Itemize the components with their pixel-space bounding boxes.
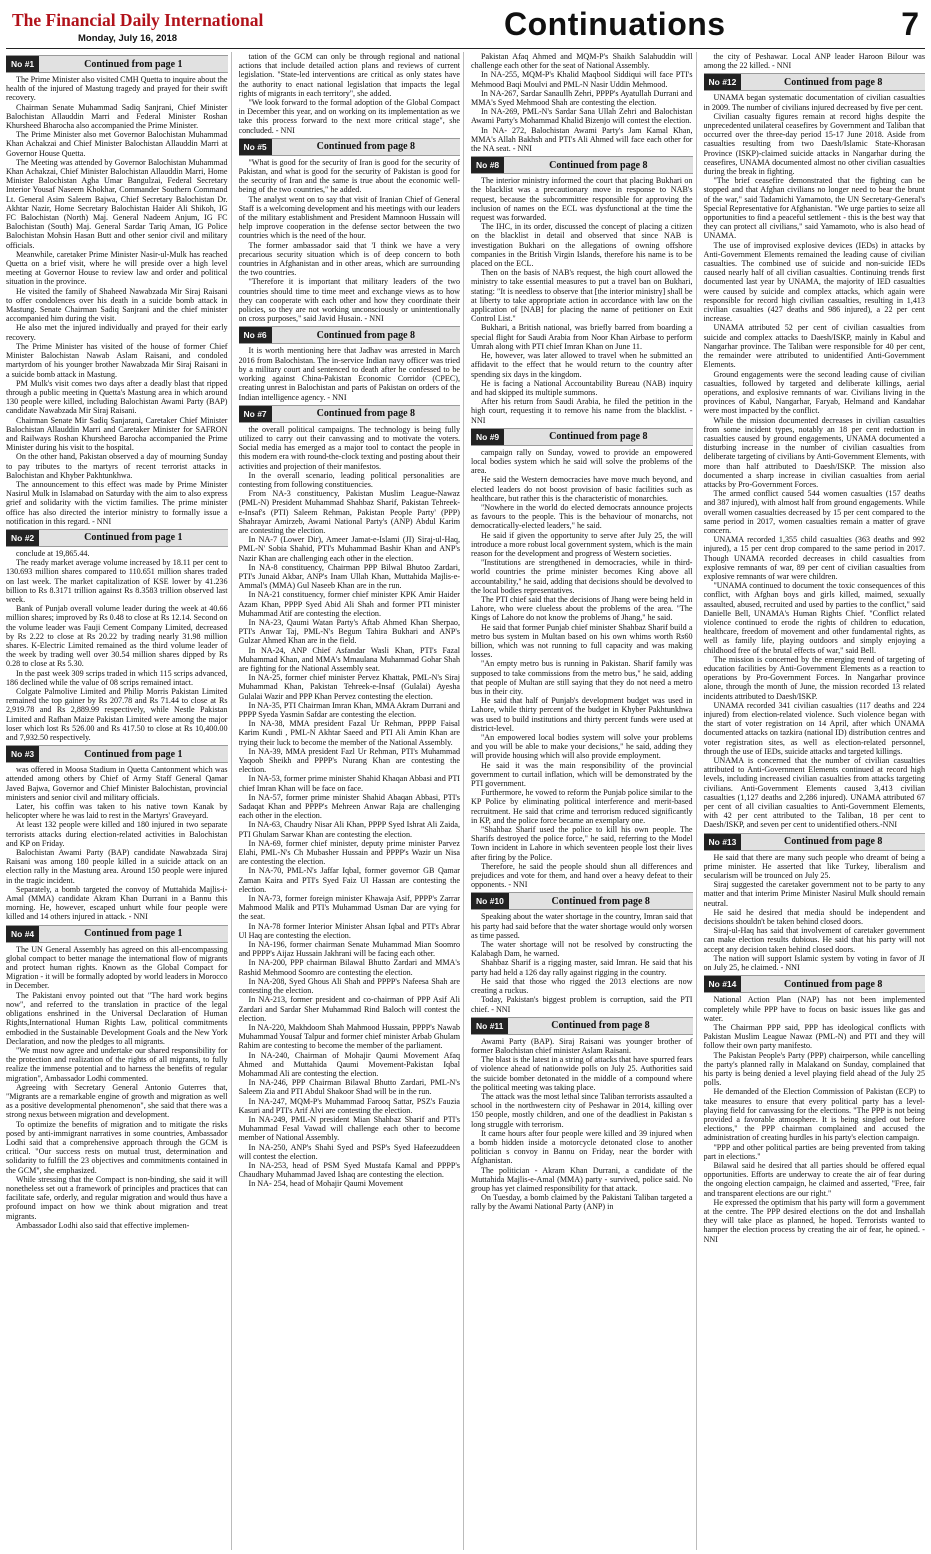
paragraph: The armed conflict caused 544 women casualties (157 deaths and 387 injured), with almost half from ground engagements. While overall women casualties decreased by 15 per cent compared to the same period in 2017, women casualties remain a matter of grave concern. bbox=[703, 489, 925, 535]
paragraph: Agreeing with Secretary General Antonio Guterres that, "Migrants are a remarkable engine of growth and migration as well as a positive developmental phenomenon", she said that there was a strong nexus between migration and development. bbox=[6, 1082, 228, 1120]
paragraph: While the mission documented decreases in civilian casualties from some incident types, notably an 18 per cent reduction in casualties caused by ground engagements, UNAMA documented a disturbing increase in the number of civilian casualties from deliberate targeting of civilians by Anti-Government Elements, with more than half attributed to Daesh/ISKP. The mission also documented a sharp increase in civilian casualties from aerial attacks by Pro-Government Forces. bbox=[703, 415, 925, 489]
story bbox=[704, 52, 926, 70]
continuation-header bbox=[471, 1017, 693, 1035]
paragraph: He, however, was later allowed to travel when he submitted an affidavit to the effect that he would return to the country after spending six days in the kingdom. bbox=[471, 351, 693, 379]
paragraph: The Pakistan People's Party (PPP) chairperson, while cancelling the party's planned rally in Malakand on Sunday, complained that his party is being denied a level playing field ahead of the July 25 polls. bbox=[703, 1050, 925, 1088]
paragraph: Meanwhile, caretaker Prime Minister Nasir-ul-Mulk has reached Quetta on a brief visit, where he will preside over a high level meeting at Governor House to review law and order and political situation in the province. bbox=[6, 249, 228, 287]
continued-from-label: Continued from page 8 bbox=[549, 431, 648, 443]
paragraph: "Therefore it is important that military leaders of the two countries should time to time meet and exchange views as to how they can cooperate with each other and how they coordinate their policies, so they are not working unconsciously or unintentionally on cross purposes," said Javid Husain. - NNI bbox=[238, 277, 460, 324]
continuation-header bbox=[239, 326, 461, 344]
paragraph: In NA-53, former prime minister Shahid Khaqan Abbasi and PTI chief Imran Khan will be face on face. bbox=[238, 774, 460, 793]
story-body bbox=[704, 52, 926, 70]
continued-from-label: Continued from page 8 bbox=[551, 1020, 650, 1032]
continued-from-label: Continued from page 1 bbox=[84, 748, 183, 760]
paragraph: tation of the GCM can only be through regional and national actions that include detailed action plans and reviews of current legislation. "State-led interventions are critical as only states have the authority to enact national legislation that impacts the legal rights of migrants in each territory", she added. bbox=[238, 52, 460, 98]
paragraph: Ground engagements were the second leading cause of civilian casualties, followed by targeted and deliberate killings, aerial operations, and explosive remnants of war. Civilians living in the provinces of Kabul, Nangarhar, Faryab, Helmand and Kandahar were most impacted by the conflict. bbox=[703, 369, 925, 416]
section-title: Continuations bbox=[504, 6, 726, 42]
paragraph: It is worth mentioning here that Jadhav was arrested in March 2016 from Balochistan. The in-service Indian navy officer was tried by a military court and sentenced to death after he confessed to be working against China-Pakistan Economic Corridor (CPEC), creating unrest in Balochistan and parts of Pakistan on orders of the Indian intelligence agency. - NNI bbox=[238, 346, 460, 402]
paragraph: In the past week 309 scrips traded in which 115 scrips advanced, 186 declined while the value of 08 scrips remained intact. bbox=[6, 668, 228, 687]
issue-date: Monday, July 16, 2018 bbox=[78, 33, 178, 44]
story-body bbox=[471, 52, 693, 153]
story-body bbox=[704, 93, 926, 829]
story bbox=[6, 55, 228, 526]
paragraph: He visited the family of Shaheed Nawabzada Mir Siraj Raisani to offer condolences over his death in a suicide bomb attack in Mastung. Senate Chairman Sadiq Sanjrani and the chief minister accompanied him during the visit. bbox=[6, 286, 228, 324]
column-1 bbox=[6, 52, 232, 1550]
story-body bbox=[471, 448, 693, 890]
story-body bbox=[471, 176, 693, 424]
continued-from-label: Continued from page 8 bbox=[551, 895, 650, 907]
story bbox=[704, 975, 926, 1243]
story-number-tag: No #4 bbox=[6, 926, 39, 942]
paragraph: In NA-213, former president and co-chairman of PPP Asif Ali Zardari and Sardar Sher Muhammad Rind Baloch will contest the election. bbox=[238, 995, 460, 1023]
paragraph: In NA-63, Chaudry Nisar Ali Khan, PPPP Syed Ishrat Ali Zaida, PTI Ghulam Sarwar Khan are contesting the election. bbox=[238, 820, 460, 839]
paragraph: He said the Western democracies have move much beyond, and elected leaders do not boost provision of basic facilities such as healthcare, but rather this is the characteristic of monarchies. bbox=[471, 475, 693, 503]
story bbox=[471, 428, 693, 890]
paragraph: The politician - Akram Khan Durrani, a candidate of the Muttahida Majlis-e-Amal (MMA) party - survived, police said. No group has yet claimed responsibility for that attack. bbox=[471, 1165, 693, 1193]
story-number-tag: No #10 bbox=[471, 893, 509, 909]
paragraph: "Institutions are strengthened in democracies, while in third-world countries the prime minister becomes King above all accountability," he said, adding that decisions should be devolved to the local bodies representatives. bbox=[471, 558, 693, 595]
paragraph: Chairman Senate Muhammad Sadiq Sanjrani, Chief Minister Balochistan Allauddin Marri and Federal Minister Roshan Khursheed Bharocha also accompanied the Prime Minister. bbox=[6, 102, 228, 131]
story bbox=[471, 1017, 693, 1212]
paragraph: The analyst went on to say that visit of Iranian Chief of General Staff is a welcoming development and his meetings with our leaders of the military establishment and President Mamnoon Hussain will help improve cooperation in the defense sector between the two countries which is the need of the hour. bbox=[238, 194, 460, 241]
paragraph: The IHC, in its order, discussed the concept of placing a citizen on the blacklist in detail and observed that since NAB is investigation Bukhari on the allegations of owning offshore companies in the British Virgin Islands, therefore his name is to be placed on the ECL. bbox=[471, 222, 693, 269]
story-body bbox=[239, 425, 461, 1189]
story-number-tag: No #5 bbox=[239, 139, 272, 155]
paragraph: The interior ministry informed the court that placing Bukhari on the blacklist was a precautionary move in response to NAB's request, because the subcommittee responsible for approving the inclusion of names on the ECL was dysfunctional at the time the request was forwarded. bbox=[471, 176, 693, 223]
paragraph: In NA- 254, head of Mohajir Qaumi Movement bbox=[248, 1179, 404, 1189]
paragraph: "An empty metro bus is running in Pakistan. Sharif family was supposed to take commissions from the metro bus," he said, adding that people of Multan are still saying that they do not need a metro bus in their city. bbox=[471, 659, 693, 696]
paragraph: The Pakistani envoy pointed out that "The hard work begins now", and referred to the translation in practice of the legal obligations enshrined in the Universal Declaration of Human Rights,International Human Rights Law, political commitments embodied in the Sustainable Development Goals and the New York Declaration, and now the pledges to all migrants. bbox=[6, 990, 228, 1046]
story-number-tag: No #2 bbox=[6, 530, 39, 546]
story-body bbox=[6, 945, 228, 1230]
paragraph: The blast is the latest in a string of attacks that have spurred fears of violence ahead of nationwide polls on July 25. Authorities said the suicide bomber detonated in the middle of a compound where the political meeting was taking place. bbox=[471, 1055, 693, 1092]
story-number-tag: No #14 bbox=[704, 976, 742, 992]
paragraph: In the overall scenario, leading political personalities are contesting from following constituencies. bbox=[238, 470, 460, 489]
continuation-header bbox=[6, 55, 228, 73]
paragraph: the city of Peshawar. Local ANP leader Haroon Bilour was among the 22 killed. - NNI bbox=[703, 52, 925, 71]
continued-from-label: Continued from page 8 bbox=[549, 159, 648, 171]
continuation-header bbox=[471, 428, 693, 446]
continuation-header bbox=[239, 405, 461, 423]
paragraph: In NA-250, ANP's Shahi Syed and PSP's Syed Hafeezuddeen will contest the election. bbox=[238, 1142, 460, 1161]
continuation-header bbox=[6, 745, 228, 763]
paragraph: At least 132 people were killed and 180 injured in two separate terrorists attacks during election-related activities in Balochistan and KP on Friday. bbox=[6, 820, 228, 848]
paragraph: In NA-57, former prime minister Shahid Abaqan Abbasi, PTI's Sadaqat Khan and PPPP's Mehreen Anwar Raja are challenging each other in the election. bbox=[238, 792, 460, 821]
paragraph: Siraj-ul-Haq has said that involvement of caretaker government can make election results dubious. He said that his party will not accept any decision taken behind closed doors. bbox=[703, 926, 925, 954]
article-columns bbox=[6, 52, 925, 1550]
continued-from-label: Continued from page 8 bbox=[783, 978, 883, 990]
paragraph: In NA- 272, Balochistan Awami Party's Jam Kamal Khan, MMA's Allah Bakhsh and PTI's Ali Ahmed will face each other for the NA seat. - NNI bbox=[471, 125, 693, 154]
story-body bbox=[704, 995, 926, 1243]
continuation-header bbox=[6, 925, 228, 943]
story bbox=[6, 745, 228, 921]
paragraph: In NA-23, Qaumi Watan Party's Aftab Ahmed Khan Sherpao, PTI's Anwar Taj, PML-N's Begum Tahira Bukhari and ANP's Gulzar Ahmed Khan are in the field. bbox=[238, 617, 460, 646]
paragraph: In NA-35, PTI Chairman Imran Khan, MMA Akram Durrani and PPPP Syeda Yasmin Safdar are contesting the election. bbox=[238, 700, 460, 719]
paragraph: The PTI chief said that the decisions of Jhang were being held in Lahore, who were clueless about the problems of the area. "The Kings of Lahore do not know the problems of Jhang," he said. bbox=[471, 594, 693, 623]
paragraph: campaign rally on Sunday, vowed to provide an empowered local bodies system which he said will solve the problems of the area. bbox=[471, 447, 693, 476]
paragraph: In NA-78 former Interior Minister Ahsan Iqbal and PTI's Abrar Ul Haq are contesting the election. bbox=[238, 921, 460, 940]
paragraph: Siraj suggested the caretaker government not to be party to any matter and that interim Prime Minister Nasirul Mulk should remain neutral. bbox=[703, 880, 925, 908]
paragraph: Awami Party (BAP). Siraj Raisani was younger brother of former Balochistan chief minister Aslam Raisani. bbox=[471, 1036, 693, 1055]
paragraph: He expressed the optimism that his party will form a government at the centre. The PPP desired elections on the dot and Inshallah they will take place as planned, he hoped. Terrorists wanted to hamper the election process by creating the air of fear, he opined. - NNI bbox=[703, 1197, 925, 1244]
paragraph: the overall political campaigns. The technology is being fully utilized to carry out their canvassing and to motivate the voters. Social media has emerged as a major tool to contact the people in this modern era with round-the-clock texting and posting about their activities and projection of their manifestos. bbox=[238, 424, 460, 471]
paragraph: In NA-255, MQM-P's Khalid Maqbool Siddiqui will face PTI's Mehmood Baqi Moulvi and PML-N Nasir Uddin Mehmood. bbox=[471, 70, 693, 89]
paragraph: "The brief ceasefire demonstrated that the fighting can be stopped and that Afghan civilians no longer need to bear the brunt of the war," said Tadamichi Yamamoto, the UN Secretary-General's Special Representative for Afghanistan. "We urge parties to seize all opportunities to find a peaceful settlement - this is the best way that they can protect all civilians," said Yamamoto, who is also head of UNAMA. bbox=[703, 176, 925, 241]
paragraph: conclude at 19,865.44. bbox=[16, 548, 90, 558]
column-4 bbox=[704, 52, 926, 1550]
paragraph: In NA-21 constituency, former chief minister KPK Amir Haider Azam Khan, PPPP Syed Abid Ali Shah and former PTI minister Muhammad Atif are contesting the election. bbox=[238, 590, 460, 618]
story-number-tag: No #1 bbox=[6, 56, 39, 72]
paragraph: In NA-249, PML-N president Mian Shahbaz Sharif and PTI's Muhammad Fesal Vawad will challenge each other to become member of National Assembly. bbox=[238, 1114, 460, 1143]
paragraph: Later, his coffin was taken to his native town Kanak by helicopter where he was laid to rest in the Martyrs' Graveyard. bbox=[6, 802, 228, 821]
continuation-header bbox=[704, 975, 926, 993]
paragraph: In NA-70, PML-N's Jaffar Iqbal, former governor GB Qamar Zaman Kaira and PTI's Syed Faiz Ul Hassan are contesting the election. bbox=[238, 866, 460, 894]
paragraph: The Prime Minister also met Governor Balochistan Muhammad Khan Achakzai and Chief Minister Balochistan Allauddin Marri at Governor House Quetta. bbox=[6, 130, 228, 158]
story-body bbox=[239, 52, 461, 135]
paragraph: PM Mulk's visit comes two days after a deadly blast that ripped through a public meeting in Quetta's Mastung area in which around 130 people were killed, including Balochistan Awami Party (BAP) candidate Nawabzada Mir Siraj Raisani. bbox=[6, 378, 228, 416]
continuation-header bbox=[471, 892, 693, 910]
paragraph: UNAMA attributed 52 per cent of civilian casualties from suicide and complex attacks to Daesh/ISKP, mainly in Kabul and Nangarhar province. The Taliban were responsible for 40 per cent, the remainder were attributed to unidentified Anti-Government Elements. bbox=[703, 323, 925, 370]
paragraph: The water shortage will not be resolved by constructing the Kalabagh Dam, he warned. bbox=[471, 940, 693, 959]
paragraph: He said that former Punjab chief minister Shahbaz Sharif build a metro bus system in Multan based on his own whims worth Rs60 billion, which was not running to full capacity and was making losses. bbox=[471, 622, 693, 660]
paragraph: Speaking about the water shortage in the country, Imran said that his party had said before that the water shortage would only worsen as time passed. bbox=[471, 912, 693, 940]
continued-from-label: Continued from page 1 bbox=[84, 58, 183, 70]
story-number-tag: No #9 bbox=[471, 429, 504, 445]
paragraph: In NA-208, Syed Ghous Ali Shah and PPPP's Nafeesa Shah are contesting the election. bbox=[238, 976, 460, 996]
paragraph: He said he desired that media should be independent and decisions shouldn't be taken behind closed doors. bbox=[703, 907, 925, 927]
paragraph: Therefore, he said the people should shun all differences and prejudices and vote for them, and hand over a heavy defeat to their opponents. - NNI bbox=[471, 861, 693, 890]
continued-from-label: Continued from page 8 bbox=[316, 329, 416, 341]
story bbox=[6, 925, 228, 1230]
story bbox=[704, 73, 926, 829]
paragraph: In NA-39, MMA president Fazl Ur Rehman, PTI's Muhammad Yaqoob Sheikh and PPPP's Nurang Khan are contesting the election. bbox=[238, 746, 460, 775]
story bbox=[239, 138, 461, 324]
paragraph: In NA-73, former foreign minister Khawaja Asif, PPPP's Zarrar Mahmood Malik and PTI's Muhammad Usman Dar are vying for the seat. bbox=[238, 894, 460, 922]
paragraph: He demanded of the Election Commission of Pakistan (ECP) to take measures to ensure that every political party has a level-playing field for canvassing for the elections. "The PPP is not being provided a favorable atmosphere. It is being singled out before elections," the PPP chairman complained and accused the administration of creating hurdles in his party's election campaign. bbox=[703, 1087, 925, 1143]
paragraph: The use of improvised explosive devices (IEDs) in attacks by Anti-Government Elements remained the leading cause of civilian casualties. The combined use of suicide and non-suicide IEDs caused nearly half of all civilian casualties. Continuing trends first documented last year by UNAMA, the majority of IED casualties were caused by suicide and complex attacks, which again were responsible for record high civilian casualties, resulting in 1,413 civilian casualties (427 deaths and 986 injured), a 22 per cent increase. bbox=[703, 240, 925, 324]
paper-name: The Financial Daily International bbox=[12, 10, 264, 30]
paragraph: was offered in Moosa Stadium in Quetta Cantonment which was attended among others by Chief of Army Staff General Qamar Javed Bajwa, Governor and Chief Minister Balochistan, provincial ministers and senior civil and military officials. bbox=[6, 765, 228, 802]
story bbox=[471, 892, 693, 1013]
paragraph: The former ambassador said that 'I think we have a very precarious security situation which is of deep concern to both countries in Afghanistan and in other areas, which are surrounding the two countries. bbox=[238, 240, 460, 278]
paragraph: After his return from Saudi Arabia, he filed the petition in the high court, requesting it to remove his name from the blacklist. - NNI bbox=[471, 397, 693, 425]
paragraph: From NA-3 constituency, Pakistan Muslim League-Nawaz (PML-N) President Muhammad Shahbaz Sharif, Pakistan Tehreek-e-Insaf's (PTI) Saleem Rehman, Pakistan People Party' (PPP) Shahrayar Amirzeb, Awami National Party's (ANP) Abdul Karim are contesting the election. bbox=[238, 489, 460, 535]
story-number-tag: No #6 bbox=[239, 327, 272, 343]
paragraph: Pakistan Afaq Ahmed and MQM-P's Shaikh Salahuddin will challenge each other for the seat of National Assembly. bbox=[471, 52, 693, 71]
paragraph: "We must now agree and undertake our shared responsibility for the protection and realization of the rights of all migrants, to fully realize the immense potential and to harness the benefits of regular migration", Ambassador Lodhi commented. bbox=[6, 1045, 228, 1083]
paragraph: In NA-69, former chief minister, deputy prime minister Parvez Elahi, PML-N's Ch Mubasher Hussain and PPPP's Wazir un Nisa are contesting the election. bbox=[238, 838, 460, 867]
story-number-tag: No #12 bbox=[704, 74, 742, 90]
paragraph: On the other hand, Pakistan observed a day of mourning Sunday to pay tributes to the martyrs of recent terrorist attacks in Balochistan and Khyber Pakhtunkhwa. bbox=[6, 452, 228, 480]
story bbox=[239, 405, 461, 1189]
paragraph: Civilian casualty figures remain at record highs despite the unprecedented unilateral ceasefires by Government and Taliban that occurred over the three-day period 15-17 June 2018. Aside from casualties resulting from two Daesh/Islamic State-Khorasan Province (ISKP)-claimed suicide attacks in Nangarhar during the ceasefires, UNAMA documented almost no other civilian casualties during the break in fighting. bbox=[703, 111, 925, 177]
paragraph: In NA-25, former chief minister Pervez Khattak, PML-N's Siraj Muhammad Khan, Pakistan Tehreek-e-Insaf (Gulalai) Ayesha Gulalai Wazir and PPP Khan Pervez contesting the election. bbox=[238, 673, 460, 701]
page-number: 7 bbox=[901, 6, 919, 42]
story bbox=[239, 52, 461, 135]
paragraph: "We look forward to the formal adoption of the Global Compact in December this year, and on working on its implementation as we take this process forward to the next more critical stage", she concluded. - NNI bbox=[238, 98, 460, 135]
paragraph: UNAMA recorded 341 civilian casualties (117 deaths and 224 injured) from election-related violence. Such violence began with the start of voter registration on 14 April, after which UNAMA documented attacks on tazkira (national ID) distribution centres and voter registration sites, as well as election-related personnel, through the use of IEDs, suicide attacks and targeted killings. bbox=[703, 700, 925, 756]
story bbox=[704, 833, 926, 973]
continuation-header bbox=[239, 138, 461, 156]
paragraph: "UNAMA continued to document the toxic consequences of this conflict, with Afghan boys and girls killed, maimed, sexually assaulted, abused, recruited and used by parties to the conflict," said Danielle Bell, UNAMA's Human Rights Chief. "Conflict related violence continued to erode the rights of children to education, healthcare, freedom of movement and other fundamental rights, as well as family life, playing outdoors and simply enjoying a childhood free of the brutal effects of war," said Bell. bbox=[703, 581, 925, 655]
paragraph: UNAMA recorded 1,355 child casualties (363 deaths and 992 injured), a 15 per cent drop compared to the same period in 2017. Though UNAMA recorded decreases in child casualties from explosive remnants of war, 89 per cent of civilian casualties from explosive remnants of war were children. bbox=[703, 535, 925, 581]
paragraph: The UN General Assembly has agreed on this all-encompassing global compact to better manage the international flow of migrants and protect human rights. Known as the Global Compact for Migration - it will be formally adopted by world leaders in Morocco in December. bbox=[6, 944, 228, 991]
paragraph: In NA-196, former chairman Senate Muhammad Mian Soomro and PPPP's Aijaz Hussain Jakhrani will be facing each other. bbox=[238, 940, 460, 959]
paragraph: The Prime Minister also visited CMH Quetta to inquire about the health of the injured of Mastung tragedy and prayed for their swift recovery. bbox=[6, 75, 228, 103]
paragraph: Separately, a bomb targeted the convoy of Muttahida Majlis-i-Amal (MMA) candidate Akram Khan Durrani in a Bannu this morning. He, however, escaped unhurt while four people were killed and 14 others injured in attack. - NNI bbox=[6, 884, 228, 922]
paragraph: In NA-247, MQM-P's Muhammad Farooq Sattar, PSZ's Fauzia Kasuri and PTI's Arif Alvi are contesting the election. bbox=[238, 1096, 460, 1115]
paragraph: He said if given the opportunity to serve after July 25, the will introduce a more robust local government system, which is the main reason for the development and progress of Western societies. bbox=[471, 530, 693, 558]
paragraph: In NA-246, PPP Chairman Bilawal Bhutto Zardari, PML-N's Saleem Zia and PTI Abdul Shakoor Shad will be in the run. bbox=[238, 1078, 460, 1097]
paragraph: Bank of Punjab overall volume leader during the week at 40.66 million shares; improved by Rs 0.48 to close at Rs 12.14. Second on the volume leader was Fauji Cement Company Limited, decreased by Rs 2.22 to close at Rs 20.22 by trading nearly 31.98 million shares. K-Electric Limited remained as the third volume leader of the week by trading well over 30.54 million shares dipped by Rs 0.28 to close at Rs 5.30. bbox=[6, 604, 228, 669]
paragraph: The mission is concerned by the emerging trend of targeting of education facilities by Anti-Government Elements as a reaction to operations by Pro-Government Forces. In Nangarhar province alone, through the month of June, the mission recorded 13 related incidents attributed to Daesh/ISKP. bbox=[703, 654, 925, 701]
paragraph: "An empowered local bodies system will solve your problems and you will be able to make your decisions," he said, adding they will provide housing which will also provide employment. bbox=[471, 733, 693, 761]
story bbox=[239, 326, 461, 401]
story-body bbox=[239, 158, 461, 324]
paragraph: He is facing a National Accountability Bureau (NAB) inquiry and had skipped its multiple summons. bbox=[471, 378, 693, 397]
paragraph: It came hours after four people were killed and 39 injured when a bomb hidden inside a motorcycle detonated close to another politician s convoy in Bannu on Friday, near the border with Afghanistan. bbox=[471, 1128, 693, 1166]
story-body bbox=[704, 853, 926, 973]
paragraph: UNAMA began systematic documentation of civilian casualties in 2009. The number of civilians injured decreased by five per cent. bbox=[703, 93, 925, 112]
column-3 bbox=[471, 52, 697, 1550]
paragraph: He also met the injured individually and prayed for their early recovery. bbox=[6, 323, 228, 342]
story-number-tag: No #13 bbox=[704, 834, 742, 850]
paragraph: He said that half of Punjab's development budget was used in Lahore, while thirty percent of the budget in Khyber Pakhtunkhwa was used to build institutions and thirty percent funds were used at district-level. bbox=[471, 696, 693, 733]
paragraph: In NA-240, Chairman of Mohajir Qaumi Movement Afaq Ahmed and Muttahida Qaumi Movement-Pakistan Iqbal Mohammad Ali are contesting the election. bbox=[238, 1050, 460, 1078]
paragraph: Today, Pakistan's biggest problem is corruption, said the PTI chief. - NNI bbox=[471, 995, 693, 1014]
story-body bbox=[471, 912, 693, 1013]
story-body bbox=[6, 765, 228, 921]
story-body bbox=[6, 549, 228, 742]
paragraph: The ready market average volume increased by 18.11 per cent to 130.693 million shares compared to 110.651 million shares traded on last week. The market capitalization of KSE lower by 41.236 billion to Rs 8.3171 trillion against Rs 8.3583 trillion observed last week. bbox=[6, 558, 228, 604]
paragraph: To optimize the benefits of migration and to mitigate the risks posed by anti-immigrant narratives in some countries, Ambassador Lodhi said that a comprehensive approach through the GCM is critical. "Our success rests on mutual trust, determination and solidarity to fulfill the 23 objectives and commitments contained in the GCM", she emphasized. bbox=[6, 1119, 228, 1175]
paragraph: Colgate Palmolive Limited and Philip Morris Pakistan Limited remained the top gainer by Rs 207.78 and Rs 71.44 to close at Rs 2,919.78 and Rs 2,889.99 respectively, while Nestle Pakistan Limited and Rafhan Maize Pakistan Limited were among the major loser which lost Rs 526.00 and Rs 417.50 to close at Rs 10,400.00 and 7,932.50 respectively. bbox=[6, 687, 228, 743]
paragraph: In NA-7 (Lower Dir), Ameer Jamat-e-Islami (JI) Siraj-ul-Haq, PML-N' Sobia Shahid, PTI's Muhammad Bashir Khan and ANP's Nazir Khan are challenging each other in the election. bbox=[238, 535, 460, 563]
paragraph: In NA-24, ANP Chief Asfandar Wasli Khan, PTI's Fazal Muhammad Khan, and MMA's Mmaulana Muhammad Gohar Shah are fighting for the National Assembly seat. bbox=[238, 645, 460, 673]
continued-from-label: Continued from page 8 bbox=[316, 141, 416, 153]
paragraph: He said that there are many such people who dreamt of being a prime minister. He asserted that like Turkey, liberalism and secularism will be trounced on July 25. bbox=[703, 852, 925, 881]
continuation-header bbox=[471, 156, 693, 174]
continued-from-label: Continued from page 8 bbox=[316, 408, 416, 420]
paragraph: Then on the basis of NAB's request, the high court allowed the ministry to take essential measures to put a travel ban on Bukhari, stating: "It is needless to observe that [the interior ministry] shall be at liberty to take appropriate action in accordance with law on the application of [NAB] for placing the name of petitioner on Exit Control List." bbox=[471, 268, 693, 324]
paragraph: "What is good for the security of Iran is good for the security of Pakistan, and what is good for the security of Pakistan is good for the security of Iran and the same is true about the economic well-being of the two countries," he added. bbox=[238, 157, 460, 195]
paragraph: Bukhari, a British national, was briefly barred from boarding a special flight for Saudi Arabia from Noor Khan Airbase to perform Umrah along with PTI chief Imran Khan on June 11. bbox=[471, 323, 693, 351]
story-body bbox=[239, 346, 461, 401]
paragraph: On Tuesday, a bomb claimed by the Pakistani Taliban targeted a rally by the Awami National Party (ANP) in bbox=[471, 1193, 693, 1212]
paragraph: UNAMA is concerned that the number of civilian casualties attributed to Anti-Government Elements continued at record high levels, including increased civilian casualties from attacks targeting civilians. Anti-Government Elements caused 3,413 civilian casualties (1,127 deaths and 2,286 injured). UNAMA attributed 67 per cent of all civilian casualties to Anti-Government Elements, with 42 per cent attributed to the Taliban, 18 per cent to Daesh/ISKP, and seven per cent to unidentified others.-NNI bbox=[703, 756, 925, 830]
continuation-header bbox=[6, 529, 228, 547]
paragraph: In NA-220, Makhdoom Shah Mahmood Hussain, PPPP's Nawab Muhammad Yousaf Talpur and former chief minister Arbab Ghulam Rahim are contesting to become the member of the parliament. bbox=[238, 1022, 460, 1051]
story-body bbox=[471, 1037, 693, 1212]
paragraph: He said that those who rigged the 2013 elections are now creating a ruckus. bbox=[471, 976, 693, 996]
continued-from-label: Continued from page 1 bbox=[84, 532, 183, 544]
paragraph: Shahbaz Sharif is a rigging master, said Imran. He said that his party had held a 126 day rally against rigging in the country. bbox=[471, 958, 693, 977]
column-2 bbox=[239, 52, 465, 1550]
paragraph: In NA-267, Sardar Sanaullh Zehri, PPPP's Ayatullah Durrani and MMA's Syed Mehmood Shah are contesting the election. bbox=[471, 88, 693, 108]
continued-from-label: Continued from page 8 bbox=[783, 76, 883, 88]
story-number-tag: No #11 bbox=[471, 1018, 508, 1034]
paragraph: He said it was the main responsibility of the provincial government to curtail inflation, which will be demonstrated by the PTI government. bbox=[471, 760, 693, 789]
paragraph: In NA-269, PML-N's Sardar Sana Ullah Zehri and Balochistan Awami Party's Mohammad Khalid Bizenjo will contest the election. bbox=[471, 107, 693, 126]
story-number-tag: No #7 bbox=[239, 406, 272, 422]
paragraph: The announcement to this effect was made by Prime Minister Nasirul Mulk in Islamabad on Saturday with the aim to also express grief and solidarity with the victim families. The prime minister office has also directed the interior ministry to formally issue a notification in this regard. - NNI bbox=[6, 479, 228, 526]
paragraph: National Action Plan (NAP) has not been implemented completely while PPP have to focus on basic issues like gas and water. bbox=[703, 995, 925, 1023]
continuation-header bbox=[704, 833, 926, 851]
paragraph: The Chairman PPP said, PPP has ideological conflicts with Pakistan Muslim League Nawaz (PML-N) and PTI and they will follow their own party manifesto. bbox=[703, 1022, 925, 1051]
paragraph: "Nowhere in the world do elected democrats announce projects as favours to the people. This is the behaviour of monarchs, not democratically-elected leaders," he said. bbox=[471, 502, 693, 531]
paragraph: Ambassador Lodhi also said that effective implemen- bbox=[16, 1220, 190, 1230]
continuation-header bbox=[704, 73, 926, 91]
paragraph: In NA-8 constituency, Chairman PPP Bilwal Bhutoo Zardari, PTI's Junaid Akbar, ANP's Inam Ullah Khan, Muttahida Majlis-e-Ammal's (MMA) Gul Naseeb Khan are in the run. bbox=[238, 562, 460, 591]
paragraph: In NA-253, head of PSM Syed Mustafa Kamal and PPPP's Chaudhary Muhammad Javed Ishaq are contesting the election. bbox=[238, 1160, 460, 1180]
story-number-tag: No #3 bbox=[6, 746, 39, 762]
story bbox=[471, 156, 693, 424]
paragraph: In NA-200, PPP chairman Bilawal Bhutto Zardari and MMA's Rashid Mehmood Soomro are contesting the election. bbox=[238, 958, 460, 977]
paragraph: While stressing that the Compact is non-binding, she said it will nonetheless set out a framework of principles and practices that can facilitate safe, orderly, and regular migration and would thus have a profound impact on how we think about migration and treat migrants. bbox=[6, 1174, 228, 1221]
paragraph: Balochistan Awami Party (BAP) candidate Nawabzada Siraj Raisani was among 180 people killed in a suicide attack on an election rally in the Mastung area. Around 150 people were injured in the tragic incident. bbox=[6, 848, 228, 885]
paragraph: The nation will support Islamic system by voting in favor of JI on July 25, he claimed. - NNI bbox=[703, 953, 925, 973]
paragraph: The Meeting was attended by Governor Balochistan Muhammad Khan Achakzai, Chief Minister Balochistan Allauddin Marri, Home Minister Balochistan Agha Umar Bangulzai, Federal Secretary Interior Yousaf Naseem Khokhar, Commander Southern Command Lt. General Asim Saleem Bajwa, Chief Secretary Balochistan Dr. Akhtar Nazir, Home Secretary Balochistan Haider Ali Shikoh, IG FC Balochistan (North) Maj. General Nadeem Anjum, IG FC Balochistan (South) Maj. General Sardar Tariq Aman, IG Police Balochistan Mohsin Hasan Butt and other senior civil and military officials. bbox=[6, 157, 228, 250]
story bbox=[471, 52, 693, 153]
paragraph: The Prime Minister has visited of the house of former Chief Minister Balochistan Nawab Aslam Raisani, and condoled martyrdom of his younger brother Nawabzada Mir Siraj Raisani in a suicide bomb attack in Mastung. bbox=[6, 341, 228, 379]
paragraph: In NA-38, MMA president Fazal Ur Rehman, PPPP Faisal Karim Kundi , PML-N Akhtar Saeed and PTI Ali Amin Khan are trying their luck to become the member of the National Assembly. bbox=[238, 719, 460, 747]
paragraph: "Shahbaz Sharif used the police to kill his own people. The Sharifs destroyed the police force," he said, referring to the Model Town incident in Lahore in which seventeen people lost their lives after firing by the Police. bbox=[471, 825, 693, 862]
paragraph: The attack was the most lethal since Taliban terrorists assaulted a school in the northwestern city of Peshawar in 2014, killing over 150 people, mostly children, and one of the deadliest in Pakistan s long struggle with terrorism. bbox=[471, 1091, 693, 1129]
paragraph: Bilawal said he desired that all parties should be offered equal opportunities. Efforts are underway to create the air of fear during the ongoing election campaign, he claimed and asserted, "Free, fair and transparent elections are our right." bbox=[703, 1160, 925, 1198]
masthead bbox=[6, 4, 925, 49]
story-number-tag: No #8 bbox=[471, 157, 504, 173]
story-body bbox=[6, 75, 228, 526]
continued-from-label: Continued from page 8 bbox=[783, 836, 883, 848]
continued-from-label: Continued from page 1 bbox=[84, 928, 183, 940]
story bbox=[6, 529, 228, 742]
paragraph: Chairman Senate Mir Sadiq Sanjarani, Caretaker Chief Minister Balochistan Allauddin Marri and Caretaker Minister for SAFRON and Railways Roshan Khursheed Barocha accompanied the Prime Minister during his visit to the hospital. bbox=[6, 415, 228, 453]
paragraph: "PPP and other political parties are being prevented from taking part in elections." bbox=[703, 1142, 925, 1161]
paragraph: Furthermore, he vowed to reform the Punjab police similar to the KP Police by eliminating political interference and merit-based recruitment. He said that crime and terrorism reduced significantly in KP, and the police force became an exemplary one. bbox=[471, 788, 693, 825]
